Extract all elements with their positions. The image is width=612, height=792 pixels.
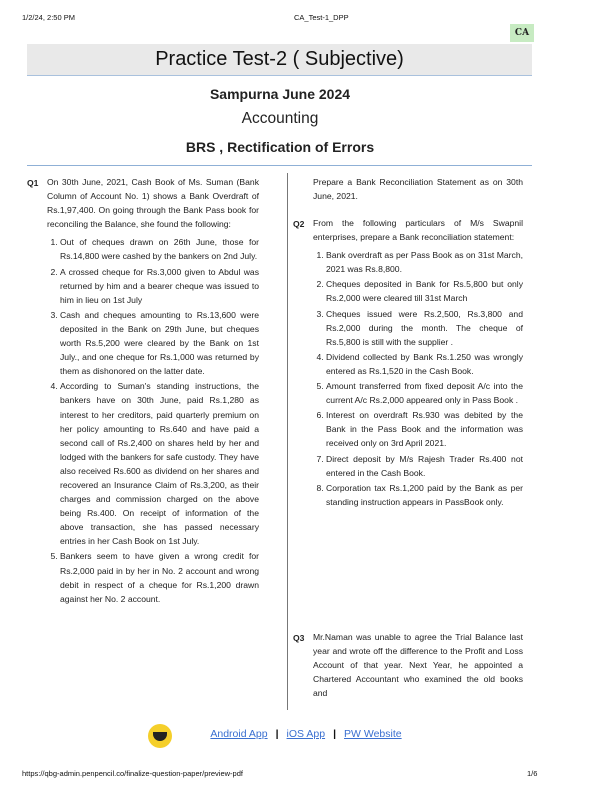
q2-item: 6. Interest on overdraft Rs.930 was debited by the Bank in the Pass Book and the information was received only on 3rd April 2021. bbox=[326, 408, 523, 450]
app-links bbox=[0, 728, 612, 740]
q2-item: 7. Direct deposit by M/s Rajesh Trader Rs.400 not entered in the Cash Book. bbox=[326, 452, 523, 480]
q2-item: 5. Amount transferred from fixed deposit A/c into the current A/c Rs.2,000 appeared only in Pass Book . bbox=[326, 379, 523, 407]
batch-subtitle: Sampurna June 2024 bbox=[209, 86, 351, 102]
topic-heading: BRS , Rectification of Errors bbox=[185, 139, 375, 155]
pw-website-link[interactable]: PW Website bbox=[344, 728, 402, 740]
subject-heading: Accounting bbox=[241, 110, 319, 127]
q2-item: 4. Dividend collected by Bank Rs.1.250 was wrongly entered as Rs.1,520 in the Cash Book. bbox=[326, 350, 523, 378]
q2-item: 8. Corporation tax Rs.1,200 paid by the Bank as per standing instruction appears in PassBook only. bbox=[326, 481, 523, 509]
link-separator: | bbox=[275, 728, 279, 740]
q2-intro: From the following particulars of M/s Swapnil enterprises, prepare a Bank reconciliation statement: bbox=[313, 218, 523, 243]
q2-item: 3. Cheques issued were Rs.2,500, Rs.3,800 and Rs.2,000 during the month. The cheque of Rs.5,800 is still with the supplier . bbox=[326, 307, 523, 349]
q2-item: 2. Cheques deposited in Bank for Rs.5,800 but only Rs.2,000 were cleared till 31st March bbox=[326, 277, 523, 305]
column-divider bbox=[287, 173, 288, 710]
q2-block bbox=[313, 216, 523, 510]
q2-list bbox=[313, 248, 523, 509]
header-divider bbox=[27, 165, 532, 166]
q3-text: Mr.Naman was unable to agree the Trial Balance last year and wrote off the difference to the Profit and Loss Account of that year. Next Year, he appointed a Chartered Accountant who examined the old books and bbox=[313, 632, 523, 699]
print-datetime: 1/2/24, 2:50 PM bbox=[22, 13, 75, 22]
q2-number: Q2 bbox=[293, 219, 305, 229]
q1-item: 1. Out of cheques drawn on 26th June, those for Rs.14,800 were cashed by the bankers on 2nd July. bbox=[60, 235, 259, 263]
q1-item: 5. Bankers seem to have given a wrong credit for Rs.2,000 paid in by her in No. 2 account and wrong debit in respect of a cheque for Rs.1,200 drawn against her No. 2 account. bbox=[60, 549, 259, 605]
link-separator: | bbox=[333, 728, 337, 740]
q1-number: Q1 bbox=[27, 178, 39, 188]
q3-number: Q3 bbox=[293, 633, 305, 643]
title-band bbox=[27, 44, 532, 76]
q1-closing: Prepare a Bank Reconciliation Statement as on 30th June, 2021. bbox=[313, 177, 523, 202]
subject-badge: CA bbox=[510, 24, 534, 42]
page-url: https://qbg-admin.penpencil.co/finalize-question-paper/preview-pdf bbox=[22, 769, 243, 778]
android-app-link[interactable]: Android App bbox=[210, 728, 268, 740]
page-number: 1/6 bbox=[527, 769, 538, 778]
ios-app-link[interactable]: iOS App bbox=[286, 728, 326, 740]
q2-item: 1. Bank overdraft as per Pass Book as on 31st March, 2021 was Rs.8,800. bbox=[326, 248, 523, 276]
page-title: Practice Test-2 ( Subjective) bbox=[155, 48, 404, 70]
q1-item: 4. According to Suman's standing instructions, the bankers have on 30th June, paid Rs.1,280 as interest to her creditors, paid quarterly premium on her policy amounting to Rs.640 and have paid a second call of Rs.2,400 on shares held by her and lodged with the bankers for safe custody. They have also received Rs.600 as dividend on her shares and recovered an Insurance Claim of Rs.3,200, as their charges and commission charged on the above being Rs.400. On receipt of information of the above transaction, she has passed necessary entries in her Cash Book on 1st July. bbox=[60, 379, 259, 548]
q1-block bbox=[47, 175, 259, 607]
q1-intro: On 30th June, 2021, Cash Book of Ms. Suman (Bank Column of Account No. 1) shows a Bank Overdraft of Rs.1,97,400. On going through the Bank Pass book for reconciling the Balance, she found the following: bbox=[47, 177, 259, 230]
q1-list bbox=[47, 235, 259, 605]
q1-item: 3. Cash and cheques amounting to Rs.13,600 were deposited in the Bank on 29th June, but cheques worth Rs.5,200 were cleared by the Bank on 1st July., and one cheque for Rs.1,000 was returned by them as dishonored on the latter date. bbox=[60, 308, 259, 378]
print-doc-title: CA_Test-1_DPP bbox=[294, 13, 349, 22]
q1-item: 2. A crossed cheque for Rs.3,000 given to Abdul was returned by him and a bearer cheque was issued to him in lieu on 1st July bbox=[60, 265, 259, 307]
